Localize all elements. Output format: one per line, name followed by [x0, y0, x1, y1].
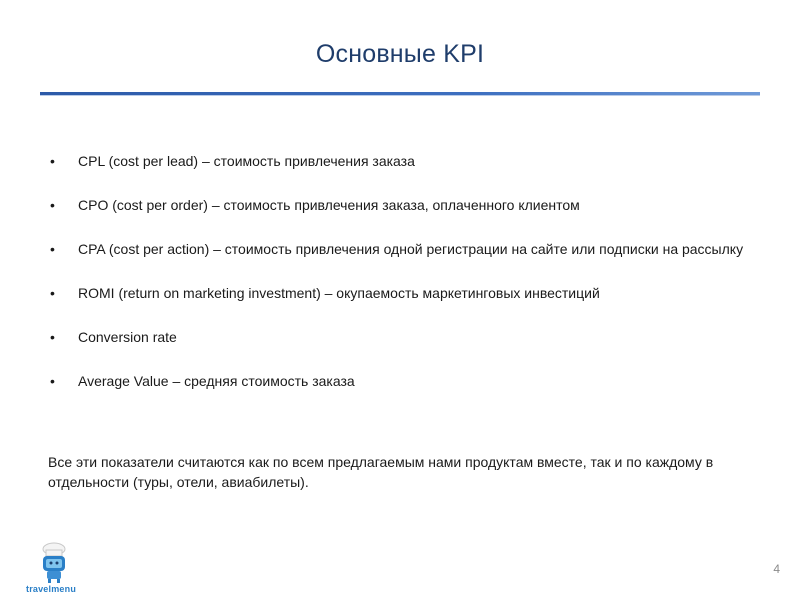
list-item-text: CPO (cost per order) – стоимость привлечения заказа, оплаченного клиентом	[78, 197, 580, 213]
kpi-list	[48, 152, 758, 416]
list-item	[48, 328, 758, 347]
list-item	[48, 372, 758, 391]
page-number: 4	[773, 562, 780, 576]
list-item	[48, 196, 758, 215]
bullet: •	[50, 197, 55, 213]
list-item-text: Average Value – средняя стоимость заказа	[78, 373, 355, 389]
summary-paragraph: Все эти показатели считаются как по всем предлагаемым нами продуктам вместе, так и по каждому в отдельности (туры, отели, авиабилеты).	[48, 454, 714, 490]
list-item-text: Conversion rate	[78, 329, 177, 345]
bullet: •	[50, 373, 55, 389]
title-divider	[40, 92, 760, 96]
list-item	[48, 152, 758, 171]
logo-text: travelmenu	[26, 584, 77, 594]
list-item-text: CPL (cost per lead) – стоимость привлечения заказа	[78, 153, 415, 169]
bullet: •	[50, 285, 55, 301]
bullet: •	[50, 241, 55, 257]
list-item	[48, 240, 758, 259]
list-item	[48, 284, 758, 303]
list-item-text: CPA (cost per action) – стоимость привлечения одной регистрации на сайте или подписки на рассылку	[78, 241, 744, 257]
slide-title: Основные KPI	[315, 40, 485, 68]
bullet: •	[50, 329, 55, 345]
list-item-text: ROMI (return on marketing investment) – окупаемость маркетинговых инвестиций	[78, 285, 600, 301]
bullet: •	[50, 153, 55, 169]
